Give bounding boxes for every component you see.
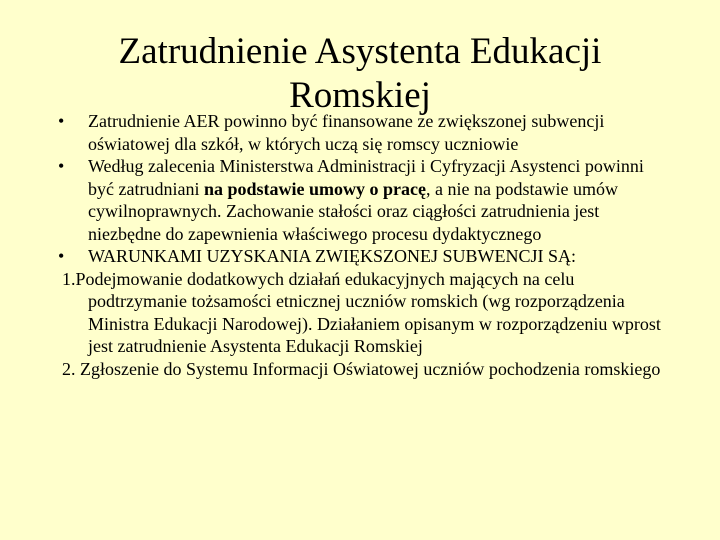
bullet-text: WARUNKAMI UZYSKANIA ZWIĘKSZONEJ SUBWENCJI SĄ: (88, 246, 576, 266)
bullet-text-bold: na podstawie umowy o pracę (203, 178, 426, 199)
bullet-marker: • (58, 111, 65, 131)
bullet-marker: • (58, 156, 65, 176)
numbered-item (62, 358, 662, 381)
slide-body (58, 110, 662, 380)
numbered-text: Zgłoszenie do Systemu Informacji Oświatowej uczniów pochodzenia romskiego (80, 358, 661, 379)
bullet-text (88, 156, 644, 244)
bullet-item (58, 155, 662, 245)
bullet-item (58, 245, 662, 268)
bullet-marker: • (58, 246, 65, 266)
item-number: 2. (62, 358, 80, 379)
numbered-text: Podejmowanie dodatkowych działań edukacyjnych mających na celu podtrzymanie tożsamości etnicznej uczniów romskich (wg rozporządzenia Ministra Edukacji Narodowej). Działaniem opisanym w rozporządzeniu wprost jest zatrudnienie Asystenta Edukacji Romskiej (75, 268, 661, 356)
bullet-text: Zatrudnienie AER powinno być finansowane ze zwiększonej subwencji oświatowej dla szkół, w których uczą się romscy uczniowie (88, 111, 605, 154)
bullet-text-part: Według zalecenia Ministerstwa Administracji i Cyfryzacji Asystenci powinni być zatrudniani (88, 156, 644, 199)
bullet-text-part: , a nie na podstawie umów cywilnoprawnych. Zachowanie stałości oraz ciągłości zatrudnienia jest niezbędne do zapewnienia właściwego procesu dydaktycznego (88, 178, 618, 244)
item-number: 1. (62, 268, 76, 289)
bullet-item (58, 110, 662, 155)
numbered-item (62, 268, 662, 358)
slide-title: Zatrudnienie Asystenta Edukacji Romskiej (118, 31, 602, 116)
